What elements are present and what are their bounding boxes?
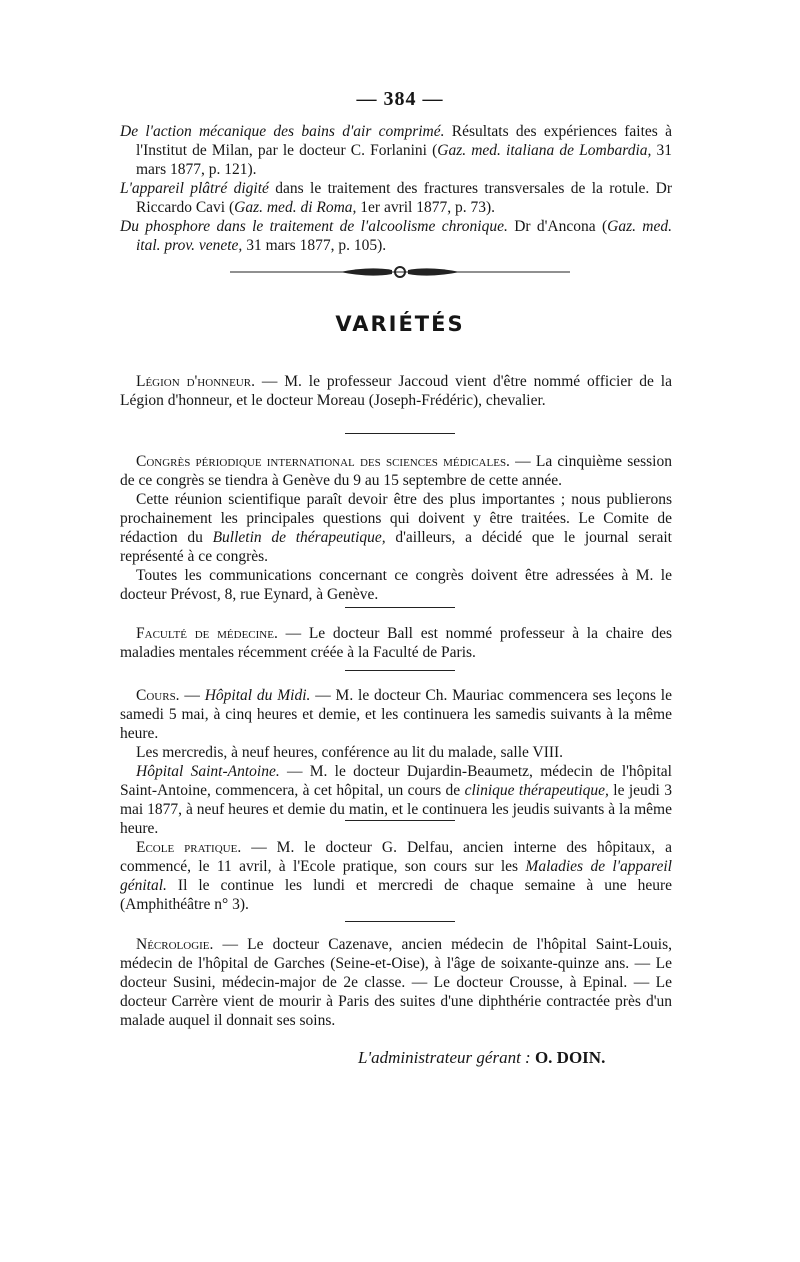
bibliography-item: De l'action mécanique des bains d'air comprimé. Résultats des expériences faites à l'Institut de Milan, par le docteur C. Forlanini (Gaz. med. italiana de Lombardia, 31 mars 1877, p. 121). [120, 123, 673, 178]
divider [345, 921, 455, 922]
section-title: VARIÉTÉS [335, 312, 465, 336]
bibliography-item: Du phosphore dans le traitement de l'alcoolisme chronique. Dr d'Ancona (Gaz. med. ital. prov. venete, 31 mars 1877, p. 105). [120, 218, 673, 254]
news-cours: Cours. — Hôpital du Midi. — M. le docteur Ch. Mauriac commencera ses leçons le samedi 5 mai, à cinq heures et demie, et les continuera les samedis suivants à la même heure. Les mercredis, à neuf heures, conférence au lit du malade, salle VIII. Hôpital Saint-Antoine. — M. le docteur Dujardin-Beaumetz, médecin de l'hôpital Saint-Antoine, commencera, à cet hôpital, un cours de clinique thérapeutique, le jeudi 3 mai 1877, à neuf heures et demie du matin, et le continuera les jeudis suivants à la même heure. [120, 687, 672, 837]
divider [345, 607, 455, 608]
news-legion: Légion d'honneur. — M. le professeur Jaccoud vient d'être nommé officier de la Légion d'honneur, et le docteur Moreau (Joseph-Frédéric), chevalier. [120, 373, 672, 409]
news-heading: Congrès périodique international des sciences médicales. [136, 453, 510, 470]
signature-name: O. DOIN. [534, 1048, 606, 1067]
news-heading: Nécrologie. [136, 936, 214, 953]
divider [345, 433, 455, 434]
divider [345, 820, 455, 821]
signature [358, 1048, 605, 1068]
bibliography-item: L'appareil plâtré digité dans le traitement des fractures transversales de la rotule. Dr Riccardo Cavi (Gaz. med. di Roma, 1er avril 1877, p. 73). [120, 180, 672, 216]
bib-title: De l'action mécanique des bains d'air comprimé. [120, 123, 445, 140]
bib-title: Du phosphore dans le traitement de l'alcoolisme chronique. [120, 218, 508, 235]
divider [345, 670, 455, 671]
ornamental-divider [230, 265, 570, 279]
bib-title: L'appareil plâtré digité [120, 180, 269, 197]
page-number: — 384 — [356, 88, 444, 110]
news-ecole: Ecole pratique. — M. le docteur G. Delfau, ancien interne des hôpitaux, a commencé, le 11 avril, à l'Ecole pratique, son cours sur les Maladies de l'appareil génital. Il le continue les lundi et mercredi de chaque semaine à une heure (Amphithéâtre n° 3). [120, 839, 673, 913]
news-faculte: Faculté de médecine. — Le docteur Ball est nommé professeur à la chaire des maladies mentales récemment créée à la Faculté de Paris. [120, 625, 672, 661]
news-necrologie: Nécrologie. — Le docteur Cazenave, ancien médecin de l'hôpital Saint-Louis, médecin de l'hôpital de Garches (Seine-et-Oise), à l'âge de soixante-quinze ans. — Le docteur Susini, médecin-major de 2e classe. — Le docteur Crousse, à Epinal. — Le docteur Carrère vient de mourir à Paris des suites d'une diphthérie contractée près d'un malade auquel il donnait ses soins. [120, 936, 672, 1029]
bibliography [120, 122, 672, 255]
news-heading: Cours. [136, 687, 180, 704]
news-heading: Légion d'honneur. [136, 373, 255, 390]
signature-role: L'administrateur gérant : [358, 1048, 531, 1067]
news-congres: Congrès périodique international des sciences médicales. — La cinquième session de ce congrès se tiendra à Genève du 9 au 15 septembre de cette année. Cette réunion scientifique paraît devoir être des plus importantes ; nous publierons prochainement les principales questions qui doivent y être traitées. Le Comite de rédaction du Bulletin de thérapeutique, d'ailleurs, a décidé que le journal serait représenté à ce congrès. Toutes les communications concernant ce congrès doivent être adressées à M. le docteur Prévost, 8, rue Eynard, à Genève. [120, 453, 672, 603]
news-heading: Ecole pratique. [136, 839, 242, 856]
news-heading: Faculté de médecine. [136, 625, 278, 642]
